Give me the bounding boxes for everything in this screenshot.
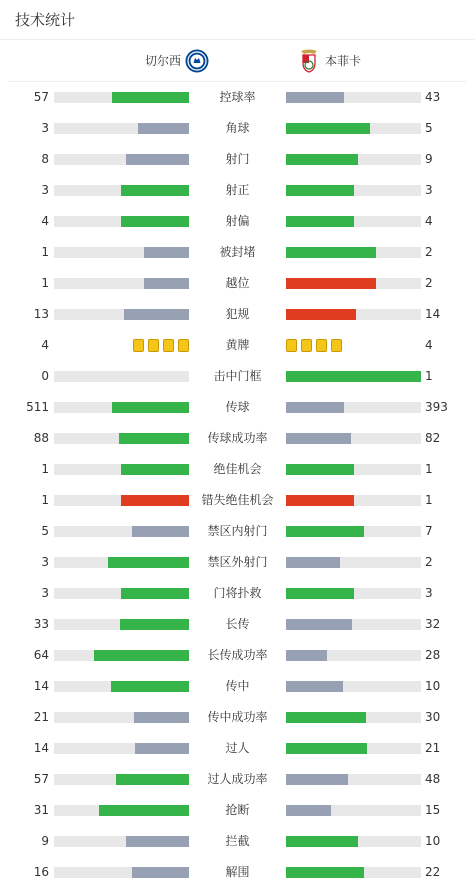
away-stat-bar bbox=[286, 681, 421, 692]
yellow-card-icon bbox=[331, 339, 342, 352]
benfica-crest-icon bbox=[297, 48, 321, 74]
away-stat-value: 32 bbox=[425, 617, 441, 631]
home-stat-value: 13 bbox=[33, 307, 49, 321]
home-stat-value: 57 bbox=[33, 90, 49, 104]
away-stat-bar-fill bbox=[286, 805, 331, 816]
away-stat-bar bbox=[286, 650, 421, 661]
away-stat-value: 10 bbox=[425, 834, 441, 848]
home-stat-bar-fill bbox=[111, 681, 189, 692]
stat-label: 越位 bbox=[225, 276, 250, 290]
stat-row bbox=[0, 857, 475, 888]
away-stat-bar-fill bbox=[286, 743, 367, 754]
stat-row bbox=[0, 361, 475, 392]
away-stat-bar-fill bbox=[286, 867, 364, 878]
away-stat-bar-fill bbox=[286, 154, 358, 165]
away-stat-value: 15 bbox=[425, 803, 441, 817]
home-stat-bar bbox=[54, 154, 189, 165]
away-stat-bar bbox=[286, 371, 421, 382]
away-stat-bar-fill bbox=[286, 371, 421, 382]
away-stat-bar-fill bbox=[286, 774, 348, 785]
away-stat-value: 21 bbox=[425, 741, 441, 755]
away-stat-bar-fill bbox=[286, 433, 351, 444]
away-stat-bar bbox=[286, 495, 421, 506]
home-stat-bar bbox=[54, 681, 189, 692]
stat-row bbox=[0, 144, 475, 175]
stat-label: 解围 bbox=[225, 865, 250, 879]
away-stat-value: 3 bbox=[425, 586, 433, 600]
yellow-card-icon bbox=[301, 339, 312, 352]
stat-row bbox=[0, 764, 475, 795]
yellow-card-icon bbox=[163, 339, 174, 352]
home-stat-bar bbox=[54, 774, 189, 785]
home-stat-bar-fill bbox=[121, 185, 189, 196]
home-stat-bar-fill bbox=[120, 619, 189, 630]
home-stat-bar-fill bbox=[121, 495, 189, 506]
stat-row bbox=[0, 454, 475, 485]
home-stat-value: 3 bbox=[41, 586, 49, 600]
away-stat-bar bbox=[286, 247, 421, 258]
away-stat-bar-fill bbox=[286, 92, 344, 103]
stat-label: 黄牌 bbox=[225, 338, 250, 352]
home-team-name: 切尔西 bbox=[144, 54, 181, 68]
home-stat-value: 1 bbox=[41, 462, 49, 476]
away-stat-bar bbox=[286, 712, 421, 723]
home-stat-value: 3 bbox=[41, 555, 49, 569]
home-stat-bar-fill bbox=[126, 836, 189, 847]
home-yellow-cards bbox=[133, 339, 189, 352]
home-stat-value: 16 bbox=[33, 865, 49, 879]
home-stat-value: 0 bbox=[41, 369, 49, 383]
home-stat-bar-fill bbox=[99, 805, 189, 816]
home-stat-bar bbox=[54, 185, 189, 196]
home-stat-value: 14 bbox=[33, 741, 49, 755]
stat-row bbox=[0, 206, 475, 237]
stat-label: 射偏 bbox=[225, 214, 250, 228]
stat-label: 控球率 bbox=[219, 90, 256, 104]
yellow-card-icon bbox=[133, 339, 144, 352]
away-stat-bar-fill bbox=[286, 588, 354, 599]
home-stat-value: 88 bbox=[33, 431, 49, 445]
yellow-card-icon bbox=[316, 339, 327, 352]
stat-row bbox=[0, 268, 475, 299]
home-stat-value: 14 bbox=[33, 679, 49, 693]
home-stat-value: 1 bbox=[41, 276, 49, 290]
away-stat-value: 10 bbox=[425, 679, 441, 693]
home-stat-bar bbox=[54, 278, 189, 289]
away-team[interactable] bbox=[225, 48, 466, 74]
yellow-card-icon bbox=[286, 339, 297, 352]
away-stat-value: 43 bbox=[425, 90, 441, 104]
away-stat-bar-fill bbox=[286, 123, 370, 134]
home-stat-bar-fill bbox=[121, 464, 189, 475]
away-stat-value: 1 bbox=[425, 493, 433, 507]
yellow-card-icon bbox=[178, 339, 189, 352]
away-stat-bar-fill bbox=[286, 712, 366, 723]
away-stat-value: 28 bbox=[425, 648, 441, 662]
away-stat-bar bbox=[286, 278, 421, 289]
away-stat-bar bbox=[286, 216, 421, 227]
stat-label: 长传成功率 bbox=[207, 648, 268, 662]
away-stat-bar bbox=[286, 867, 421, 878]
home-stat-value: 511 bbox=[26, 400, 49, 414]
home-stat-bar bbox=[54, 123, 189, 134]
stat-row bbox=[0, 547, 475, 578]
stat-label: 射正 bbox=[225, 183, 250, 197]
away-stat-bar bbox=[286, 557, 421, 568]
away-stat-bar-fill bbox=[286, 619, 352, 630]
away-stat-bar bbox=[286, 123, 421, 134]
home-stat-bar bbox=[54, 216, 189, 227]
stats-list bbox=[0, 82, 475, 888]
away-stat-bar bbox=[286, 619, 421, 630]
home-stat-bar bbox=[54, 92, 189, 103]
away-stat-value: 9 bbox=[425, 152, 433, 166]
stat-row bbox=[0, 237, 475, 268]
away-stat-bar-fill bbox=[286, 526, 364, 537]
home-stat-bar-fill bbox=[94, 650, 189, 661]
home-stat-value: 33 bbox=[33, 617, 49, 631]
away-stat-value: 5 bbox=[425, 121, 433, 135]
away-stat-value: 2 bbox=[425, 555, 433, 569]
stat-label: 射门 bbox=[225, 152, 250, 166]
away-stat-bar-fill bbox=[286, 216, 354, 227]
home-stat-value: 1 bbox=[41, 245, 49, 259]
stat-row bbox=[0, 299, 475, 330]
home-stat-bar-fill bbox=[144, 247, 189, 258]
away-stat-value: 82 bbox=[425, 431, 441, 445]
stat-label: 禁区内射门 bbox=[207, 524, 268, 538]
stat-label: 抢断 bbox=[225, 803, 250, 817]
stat-row bbox=[0, 640, 475, 671]
home-stat-bar-fill bbox=[126, 154, 189, 165]
home-stat-bar bbox=[54, 402, 189, 413]
away-stat-value: 48 bbox=[425, 772, 441, 786]
home-stat-value: 5 bbox=[41, 524, 49, 538]
home-stat-value: 21 bbox=[33, 710, 49, 724]
home-stat-bar-fill bbox=[108, 557, 189, 568]
stat-label: 犯规 bbox=[225, 307, 250, 321]
away-stat-bar bbox=[286, 743, 421, 754]
away-stat-bar bbox=[286, 185, 421, 196]
away-stat-value: 3 bbox=[425, 183, 433, 197]
away-stat-bar bbox=[286, 526, 421, 537]
away-stat-value: 393 bbox=[425, 400, 448, 414]
home-stat-bar bbox=[54, 495, 189, 506]
stat-label: 传球 bbox=[225, 400, 250, 414]
home-stat-bar bbox=[54, 836, 189, 847]
stat-label: 拦截 bbox=[225, 834, 250, 848]
home-stat-value: 57 bbox=[33, 772, 49, 786]
home-stat-bar bbox=[54, 588, 189, 599]
home-stat-bar-fill bbox=[121, 588, 189, 599]
chelsea-crest-icon bbox=[185, 48, 209, 74]
stat-label: 角球 bbox=[225, 121, 250, 135]
home-stat-bar-fill bbox=[132, 867, 189, 878]
stat-row bbox=[0, 578, 475, 609]
away-stat-value: 14 bbox=[425, 307, 441, 321]
home-stat-bar bbox=[54, 433, 189, 444]
away-stat-value: 2 bbox=[425, 245, 433, 259]
away-stat-bar bbox=[286, 433, 421, 444]
stat-label: 绝佳机会 bbox=[213, 462, 262, 476]
home-stat-bar bbox=[54, 526, 189, 537]
stat-row bbox=[0, 609, 475, 640]
home-stat-bar-fill bbox=[112, 92, 189, 103]
away-stat-bar-fill bbox=[286, 185, 354, 196]
away-stat-bar-fill bbox=[286, 650, 327, 661]
yellow-card-icon bbox=[148, 339, 159, 352]
away-stat-bar bbox=[286, 402, 421, 413]
away-stat-bar bbox=[286, 154, 421, 165]
home-stat-bar bbox=[54, 371, 189, 382]
home-stat-value: 9 bbox=[41, 834, 49, 848]
home-stat-value: 31 bbox=[33, 803, 49, 817]
home-stat-bar-fill bbox=[135, 743, 189, 754]
away-stat-bar-fill bbox=[286, 309, 356, 320]
away-stat-bar bbox=[286, 92, 421, 103]
stat-label: 过人 bbox=[225, 741, 250, 755]
home-stat-bar-fill bbox=[144, 278, 189, 289]
stat-row bbox=[0, 671, 475, 702]
stat-row bbox=[0, 423, 475, 454]
stat-label: 错失绝佳机会 bbox=[201, 493, 274, 507]
away-yellow-cards bbox=[286, 339, 342, 352]
home-stat-bar bbox=[54, 650, 189, 661]
stat-label: 禁区外射门 bbox=[207, 555, 268, 569]
away-stat-bar bbox=[286, 836, 421, 847]
away-stat-bar-fill bbox=[286, 402, 344, 413]
away-stat-bar bbox=[286, 774, 421, 785]
home-stat-bar-fill bbox=[138, 123, 189, 134]
home-stat-bar-fill bbox=[119, 433, 189, 444]
home-stat-bar-fill bbox=[134, 712, 189, 723]
home-stat-value: 64 bbox=[33, 648, 49, 662]
stat-label: 传球成功率 bbox=[207, 431, 268, 445]
away-stat-value: 2 bbox=[425, 276, 433, 290]
home-stat-bar bbox=[54, 309, 189, 320]
stat-row bbox=[0, 82, 475, 113]
stat-label: 长传 bbox=[225, 617, 250, 631]
stat-row bbox=[0, 392, 475, 423]
home-stat-value: 3 bbox=[41, 183, 49, 197]
away-stat-value: 1 bbox=[425, 462, 433, 476]
home-stat-bar bbox=[54, 247, 189, 258]
home-stat-value: 3 bbox=[41, 121, 49, 135]
home-stat-bar-fill bbox=[121, 216, 189, 227]
stat-label: 传中成功率 bbox=[207, 710, 268, 724]
home-stat-bar-fill bbox=[124, 309, 189, 320]
away-stat-bar bbox=[286, 464, 421, 475]
stat-row bbox=[0, 175, 475, 206]
stat-row bbox=[0, 702, 475, 733]
stat-row bbox=[0, 826, 475, 857]
away-stat-bar bbox=[286, 588, 421, 599]
away-stat-bar-fill bbox=[286, 278, 376, 289]
stat-row bbox=[0, 795, 475, 826]
home-stat-bar-fill bbox=[132, 526, 189, 537]
home-stat-bar bbox=[54, 743, 189, 754]
home-stat-value: 1 bbox=[41, 493, 49, 507]
away-stat-bar-fill bbox=[286, 681, 343, 692]
away-stat-value: 1 bbox=[425, 369, 433, 383]
away-stat-bar-fill bbox=[286, 495, 354, 506]
away-stat-value: 4 bbox=[425, 214, 433, 228]
stat-label: 传中 bbox=[225, 679, 250, 693]
home-stat-value: 4 bbox=[41, 214, 49, 228]
stat-row bbox=[0, 330, 475, 361]
stat-row bbox=[0, 516, 475, 547]
away-stat-value: 4 bbox=[425, 338, 433, 352]
stat-row bbox=[0, 733, 475, 764]
home-stat-bar bbox=[54, 805, 189, 816]
home-team[interactable] bbox=[9, 48, 225, 74]
home-stat-bar bbox=[54, 867, 189, 878]
stat-label: 过人成功率 bbox=[207, 772, 268, 786]
home-stat-bar bbox=[54, 712, 189, 723]
away-stat-bar-fill bbox=[286, 836, 358, 847]
teams-header bbox=[9, 40, 466, 82]
home-stat-value: 4 bbox=[41, 338, 49, 352]
page-title: 技术统计 bbox=[0, 0, 475, 40]
home-stat-bar bbox=[54, 619, 189, 630]
home-stat-bar bbox=[54, 464, 189, 475]
home-stat-value: 8 bbox=[41, 152, 49, 166]
away-stat-value: 30 bbox=[425, 710, 441, 724]
stat-label: 门将扑救 bbox=[213, 586, 262, 600]
away-stat-bar bbox=[286, 805, 421, 816]
home-stat-bar-fill bbox=[112, 402, 189, 413]
stat-label: 被封堵 bbox=[219, 245, 256, 259]
stat-row bbox=[0, 485, 475, 516]
home-stat-bar bbox=[54, 557, 189, 568]
stat-label: 击中门框 bbox=[213, 369, 262, 383]
away-stat-value: 7 bbox=[425, 524, 433, 538]
home-stat-bar-fill bbox=[116, 774, 189, 785]
stat-row bbox=[0, 113, 475, 144]
away-stat-bar bbox=[286, 309, 421, 320]
away-stat-value: 22 bbox=[425, 865, 441, 879]
away-stat-bar-fill bbox=[286, 557, 340, 568]
away-stat-bar-fill bbox=[286, 464, 354, 475]
away-team-name: 本菲卡 bbox=[325, 54, 362, 68]
away-stat-bar-fill bbox=[286, 247, 376, 258]
